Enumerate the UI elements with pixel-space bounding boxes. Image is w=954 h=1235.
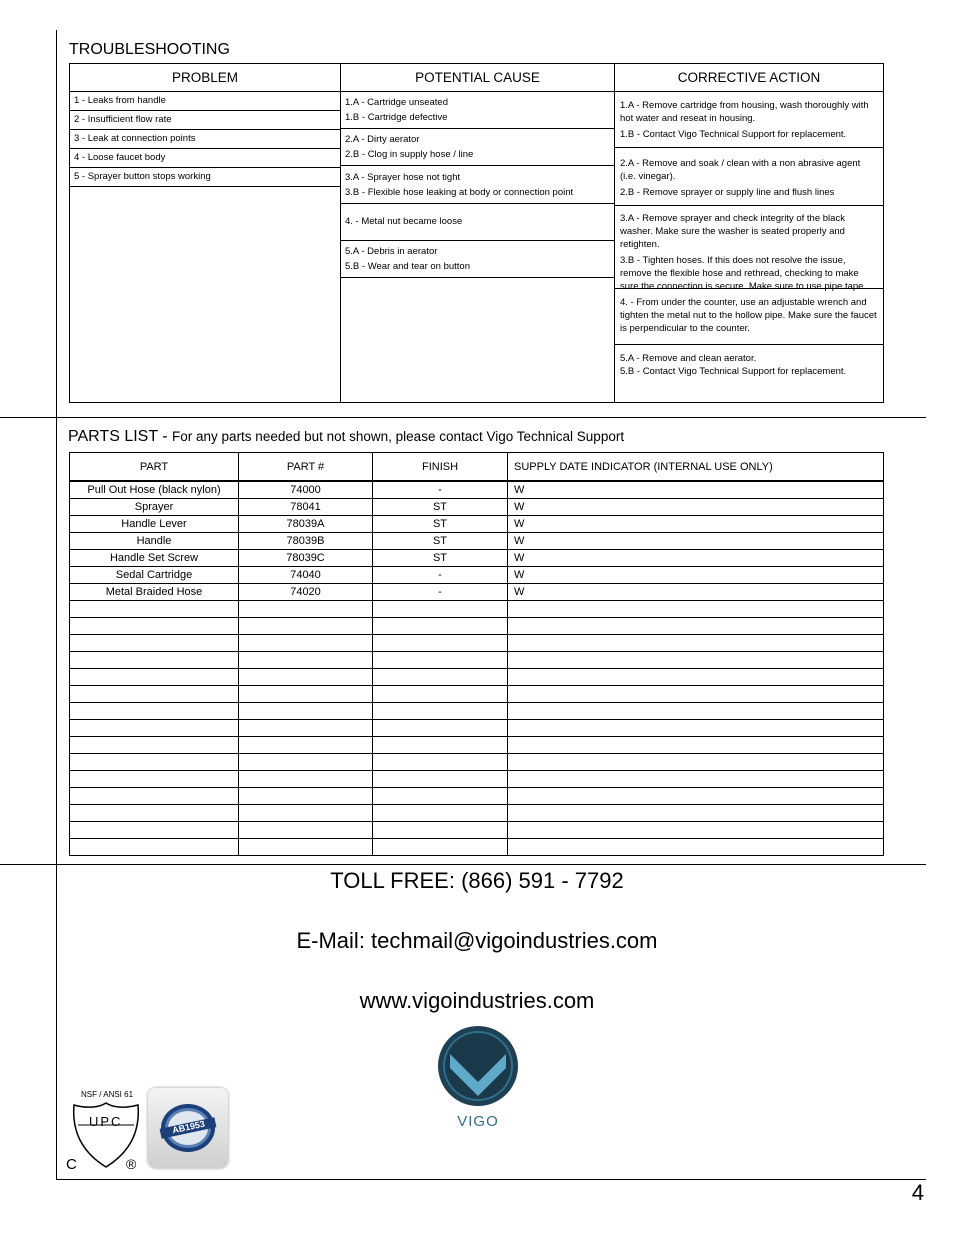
table-row [70,550,884,567]
part-number-cell [239,618,373,635]
problem-column [70,92,341,403]
part-number-cell [239,686,373,703]
part-cell [70,771,239,788]
supply-date-cell [508,669,884,686]
c-mark: C [66,1156,77,1173]
part-number-cell: 74020 [239,584,373,601]
finish-cell: - [373,567,508,584]
cause-group [341,129,614,166]
problem-item: 5 - Sprayer button stops working [70,168,340,187]
cause-group [341,204,614,241]
upc-certification [62,1090,142,1178]
part-number-cell [239,720,373,737]
finish-cell [373,652,508,669]
troubleshooting-table [69,63,884,403]
table-row [70,839,884,856]
part-cell [70,686,239,703]
action-item: 3.A - Remove sprayer and check integrity of the black washer. Make sure the washer is seated properly and retighten. [620,213,845,250]
problem-item: 3 - Leak at connection points [70,130,340,149]
part-number-cell [239,805,373,822]
part-number-cell [239,652,373,669]
part-cell [70,652,239,669]
finish-cell: ST [373,533,508,550]
part-cell: Pull Out Hose (black nylon) [70,481,239,499]
finish-cell [373,822,508,839]
finish-cell [373,618,508,635]
finish-cell [373,737,508,754]
supply-date-cell: W [508,550,884,567]
part-cell [70,601,239,618]
part-cell [70,805,239,822]
action-item: 2.A - Remove and soak / clean with a non abrasive agent (i.e. vinegar). [620,158,861,182]
action-group [615,148,883,206]
upc-letters: UPC [89,1114,123,1129]
supply-date-cell [508,635,884,652]
phone-line: TOLL FREE: (866) 591 - 7792 [330,868,624,893]
supply-date-cell: W [508,533,884,550]
part-cell [70,703,239,720]
table-row [70,703,884,720]
finish-cell [373,635,508,652]
supply-date-cell [508,737,884,754]
part-number-cell: 78039C [239,550,373,567]
supply-date-cell [508,601,884,618]
finish-header: FINISH [373,453,508,482]
finish-cell: - [373,584,508,601]
action-item: 3.B - Tighten hoses. If this does not resolve the issue, remove the flexible hose and rethread, checking to make sure the connection is secure. Make sure to use pipe tape. [620,255,867,292]
part-number-cell [239,635,373,652]
cause-item: 5.A - Debris in aerator [345,246,438,257]
part-cell: Sedal Cartridge [70,567,239,584]
finish-cell [373,788,508,805]
part-number-cell: 74040 [239,567,373,584]
cause-item: 5.B - Wear and tear on button [345,261,470,272]
action-group [615,92,883,148]
part-cell [70,822,239,839]
table-row [70,737,884,754]
parts-list-subtitle: For any parts needed but not shown, please contact Vigo Technical Support [172,429,625,444]
table-row [70,618,884,635]
ab1953-seal [148,1088,228,1168]
cause-item: 3.B - Flexible hose leaking at body or connection point [345,187,574,198]
part-cell [70,669,239,686]
supply-date-cell [508,788,884,805]
part-number-cell [239,822,373,839]
finish-cell [373,601,508,618]
table-row [70,567,884,584]
ab1953-text: AB1953 [171,1118,206,1136]
cause-group [341,166,614,204]
part-cell: Handle Lever [70,516,239,533]
page-number: 4 [911,1180,924,1205]
cause-item: 1.A - Cartridge unseated [345,97,448,108]
vigo-emblem-icon [436,1024,520,1108]
footer-rule [56,1179,926,1180]
problem-item: 1 - Leaks from handle [70,92,340,111]
action-item: 2.B - Remove sprayer or supply line and flush lines [620,187,835,198]
supply-date-cell [508,618,884,635]
supply-date-cell [508,822,884,839]
finish-cell [373,805,508,822]
part-cell: Metal Braided Hose [70,584,239,601]
parts-list-heading: PARTS LIST - [68,428,173,445]
part-number-cell [239,788,373,805]
part-cell [70,618,239,635]
problem-header: PROBLEM [70,64,341,92]
finish-cell: - [373,481,508,499]
troubleshooting-title: TROUBLESHOOTING [69,41,230,58]
supply-date-cell: W [508,481,884,499]
supply-date-cell [508,839,884,856]
action-item: 5.A - Remove and clean aerator. [620,353,757,364]
part-number-cell: 74000 [239,481,373,499]
supply-date-cell [508,771,884,788]
part-number-cell [239,737,373,754]
part-header: PART [70,453,239,482]
action-group [615,289,883,345]
table-row [70,652,884,669]
table-row [70,601,884,618]
table-row [70,754,884,771]
finish-cell: ST [373,550,508,567]
finish-cell [373,839,508,856]
action-header: CORRECTIVE ACTION [615,64,884,92]
supply-date-cell [508,652,884,669]
cause-item: 4. - Metal nut became loose [345,216,463,227]
parts-table [69,452,884,856]
action-item: 5.B - Contact Vigo Technical Support for replacement. [620,366,847,377]
problem-item: 2 - Insufficient flow rate [70,111,340,130]
supply-date-cell [508,720,884,737]
part-number-cell: 78041 [239,499,373,516]
website-line: www.vigoindustries.com [359,988,595,1013]
table-row [70,533,884,550]
part-cell [70,839,239,856]
action-column [615,92,884,403]
cause-item: 3.A - Sprayer hose not tight [345,172,461,183]
supply-date-cell: W [508,516,884,533]
table-row [70,686,884,703]
table-row [70,516,884,533]
cause-column [341,92,615,403]
part-cell [70,737,239,754]
supply-date-cell: W [508,584,884,601]
part-cell: Sprayer [70,499,239,516]
section-divider [0,864,926,865]
parts-list-title [68,428,624,446]
table-row [70,481,884,499]
registered-mark: ® [126,1156,137,1172]
part-number-cell [239,669,373,686]
supply-date-cell: W [508,499,884,516]
finish-cell: ST [373,516,508,533]
cause-header: POTENTIAL CAUSE [341,64,615,92]
finish-cell [373,686,508,703]
part-number-cell [239,601,373,618]
cause-group [341,92,614,129]
nsf-label: NSF / ANSI 61 [81,1090,134,1099]
finish-cell [373,754,508,771]
part-number-cell: 78039A [239,516,373,533]
finish-cell [373,771,508,788]
action-group [615,345,883,402]
cause-item: 2.B - Clog in supply hose / line [345,149,474,160]
finish-cell [373,703,508,720]
problem-item: 4 - Loose faucet body [70,149,340,168]
part-cell: Handle [70,533,239,550]
action-item: 4. - From under the counter, use an adjustable wrench and tighten the metal nut to the hollow pipe. Make sure the faucet is perpendicular to the counter. [620,297,877,334]
part-cell [70,754,239,771]
table-row [70,805,884,822]
supply-date-cell [508,703,884,720]
cause-item: 2.A - Dirty aerator [345,134,420,145]
action-item: 1.A - Remove cartridge from housing, wash thoroughly with hot water and reseat in housing. [620,100,869,124]
part-cell [70,720,239,737]
finish-cell [373,669,508,686]
part-number-cell: 78039B [239,533,373,550]
part-number-header: PART # [239,453,373,482]
email-line: E-Mail: techmail@vigoindustries.com [296,928,658,953]
table-row [70,771,884,788]
table-row [70,635,884,652]
finish-cell [373,720,508,737]
section-divider [0,417,926,418]
vigo-brand-text: VIGO [457,1113,499,1130]
table-row [70,584,884,601]
table-row [70,720,884,737]
table-row [70,669,884,686]
part-cell [70,788,239,805]
vigo-logo [436,1024,520,1128]
part-number-cell [239,771,373,788]
table-row [70,788,884,805]
action-group [615,206,883,292]
supply-date-cell [508,805,884,822]
supply-date-cell [508,686,884,703]
supply-date-cell [508,754,884,771]
part-number-cell [239,839,373,856]
part-cell [70,635,239,652]
part-number-cell [239,754,373,771]
part-cell: Handle Set Screw [70,550,239,567]
cause-group [341,241,614,278]
action-item: 1.B - Contact Vigo Technical Support for replacement. [620,129,847,140]
finish-cell: ST [373,499,508,516]
cause-item: 1.B - Cartridge defective [345,112,448,123]
part-number-cell [239,703,373,720]
table-row [70,499,884,516]
supply-date-cell: W [508,567,884,584]
supply-date-header: SUPPLY DATE INDICATOR (INTERNAL USE ONLY) [508,453,884,482]
table-row [70,822,884,839]
